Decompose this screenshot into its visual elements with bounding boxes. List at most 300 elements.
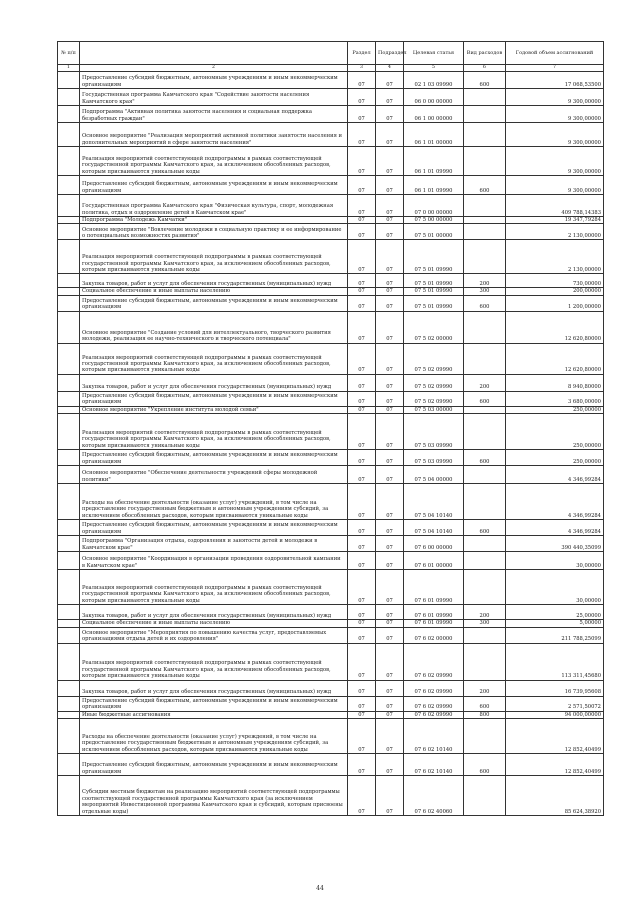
table-row <box>58 570 604 605</box>
cell-no <box>58 520 80 536</box>
cell-name: Реализация мероприятий соответствующей подпрограммы в рамках соответствующей государственной программы Камчатского края, за исключением обособленных расходов, которым присваиваются уникальные коды <box>80 147 348 176</box>
cell-section: 07 <box>348 414 376 450</box>
table-row <box>58 176 604 195</box>
cell-section: 07 <box>348 466 376 484</box>
table-row <box>58 406 604 413</box>
cell-amount: 2 130,00000 <box>506 224 604 240</box>
table-row <box>58 552 604 570</box>
cell-amount: 4 346,99284 <box>506 466 604 484</box>
cell-expense-type <box>464 224 506 240</box>
cell-amount: 12 852,40499 <box>506 719 604 754</box>
cell-subsection: 07 <box>376 274 404 288</box>
cell-amount: 250,00000 <box>506 414 604 450</box>
table-row <box>58 605 604 620</box>
cell-section: 07 <box>348 680 376 696</box>
cell-no <box>58 643 80 680</box>
cell-article: 07 5 02 00000 <box>404 311 464 343</box>
cell-subsection: 07 <box>376 680 404 696</box>
cell-expense-type: 200 <box>464 605 506 620</box>
cell-name: Основное мероприятие "Мероприятия по повышению качества услуг, предоставляемых организациями отдыха детей и их оздоровления" <box>80 627 348 643</box>
cell-article: 06 1 01 00000 <box>404 123 464 147</box>
table-body <box>58 72 604 816</box>
cell-article: 07 6 02 00000 <box>404 627 464 643</box>
table-row <box>58 123 604 147</box>
cell-expense-type: 600 <box>464 176 506 195</box>
cell-amount: 409 788,14383 <box>506 195 604 217</box>
cell-expense-type: 600 <box>464 72 506 89</box>
table-row <box>58 484 604 520</box>
table-row <box>58 374 604 391</box>
cell-no <box>58 89 80 106</box>
cell-subsection: 07 <box>376 123 404 147</box>
cell-article: 07 6 02 10140 <box>404 719 464 754</box>
cell-section: 07 <box>348 776 376 816</box>
cell-name: Реализация мероприятий соответствующей подпрограммы в рамках соответствующей государственной программы Камчатского края, за исключением обособленных расходов, которым присваиваются уникальные коды <box>80 343 348 374</box>
cell-no <box>58 620 80 627</box>
cell-no <box>58 374 80 391</box>
cell-section: 07 <box>348 123 376 147</box>
cell-subsection: 07 <box>376 89 404 106</box>
cell-article: 07 5 04 10140 <box>404 520 464 536</box>
cell-section: 07 <box>348 147 376 176</box>
cell-amount: 2 571,50072 <box>506 696 604 711</box>
cell-expense-type <box>464 776 506 816</box>
cell-no <box>58 123 80 147</box>
cell-article: 07 6 01 09990 <box>404 605 464 620</box>
cell-section: 07 <box>348 552 376 570</box>
cell-expense-type <box>464 719 506 754</box>
cell-expense-type <box>464 627 506 643</box>
cell-article: 07 5 01 09990 <box>404 274 464 288</box>
cell-article: 07 6 01 00000 <box>404 552 464 570</box>
cell-article: 07 0 00 00000 <box>404 195 464 217</box>
cell-expense-type: 600 <box>464 295 506 311</box>
cell-article: 07 6 02 40060 <box>404 776 464 816</box>
cell-name: Государственная программа Камчатского края "Содействие занятости населения Камчатского края" <box>80 89 348 106</box>
cell-expense-type: 200 <box>464 274 506 288</box>
cell-subsection: 07 <box>376 311 404 343</box>
cell-article: 06 1 01 09990 <box>404 147 464 176</box>
cell-section: 07 <box>348 484 376 520</box>
cell-subsection: 07 <box>376 484 404 520</box>
cell-no <box>58 414 80 450</box>
cell-section: 07 <box>348 627 376 643</box>
cell-name: Подпрограмма "Активная политика занятости населения и социальная поддержка безработных граждан" <box>80 106 348 123</box>
cell-name: Закупка товаров, работ и услуг для обеспечения государственных (муниципальных) нужд <box>80 605 348 620</box>
cell-subsection: 07 <box>376 696 404 711</box>
cell-subsection: 07 <box>376 552 404 570</box>
cell-name: Субсидии местным бюджетам на реализацию мероприятий соответствующей подпрограммы соответствующей государственной программы Камчатского края (за исключением мероприятий Инвестиционной программы Камчатского края и субсидий, которым присвоены отдельные коды) <box>80 776 348 816</box>
cell-name: Основное мероприятие "Укрепление института молодой семьи" <box>80 406 348 413</box>
table-row <box>58 536 604 552</box>
cell-amount: 8 940,80000 <box>506 374 604 391</box>
cell-amount: 3 680,00000 <box>506 391 604 406</box>
table-row <box>58 217 604 224</box>
table-header-row <box>58 42 604 65</box>
cell-section: 07 <box>348 374 376 391</box>
cell-no <box>58 343 80 374</box>
cell-section: 07 <box>348 295 376 311</box>
cell-article: 07 5 01 00000 <box>404 224 464 240</box>
cell-no <box>58 450 80 466</box>
cell-subsection: 07 <box>376 147 404 176</box>
cell-article: 07 5 01 09990 <box>404 240 464 274</box>
cell-section: 07 <box>348 217 376 224</box>
cell-subsection: 07 <box>376 106 404 123</box>
cell-no <box>58 536 80 552</box>
header-col-amount: Годовой объем ассигнований <box>506 42 604 65</box>
cell-expense-type: 600 <box>464 450 506 466</box>
table-row <box>58 311 604 343</box>
cell-amount: 9 300,00000 <box>506 123 604 147</box>
cell-expense-type <box>464 414 506 450</box>
cell-article: 07 5 01 09990 <box>404 295 464 311</box>
cell-article: 07 6 01 09990 <box>404 620 464 627</box>
cell-expense-type <box>464 106 506 123</box>
cell-expense-type <box>464 217 506 224</box>
cell-subsection: 07 <box>376 374 404 391</box>
cell-name: Социальное обеспечение и иные выплаты населению <box>80 620 348 627</box>
cell-amount: 4 346,99284 <box>506 520 604 536</box>
cell-no <box>58 484 80 520</box>
cell-article: 07 5 00 00000 <box>404 217 464 224</box>
cell-subsection: 07 <box>376 240 404 274</box>
cell-amount: 12 852,40499 <box>506 754 604 776</box>
budget-table <box>57 41 604 816</box>
cell-amount: 12 620,80000 <box>506 343 604 374</box>
cell-subsection: 07 <box>376 406 404 413</box>
column-number-row <box>58 65 604 72</box>
cell-name: Закупка товаров, работ и услуг для обеспечения государственных (муниципальных) нужд <box>80 680 348 696</box>
cell-expense-type: 300 <box>464 620 506 627</box>
cell-subsection: 07 <box>376 570 404 605</box>
cell-article: 06 1 01 09990 <box>404 176 464 195</box>
cell-amount: 390 440,35099 <box>506 536 604 552</box>
cell-amount: 9 300,00000 <box>506 176 604 195</box>
table-row <box>58 466 604 484</box>
cell-amount: 30,00000 <box>506 570 604 605</box>
cell-amount: 9 300,00000 <box>506 147 604 176</box>
table-row <box>58 89 604 106</box>
column-number: 4 <box>376 65 404 72</box>
cell-no <box>58 776 80 816</box>
cell-amount: 211 788,25099 <box>506 627 604 643</box>
cell-name: Основное мероприятие "Обеспечение деятельности учреждений сферы молодежной политики" <box>80 466 348 484</box>
cell-no <box>58 605 80 620</box>
cell-section: 07 <box>348 450 376 466</box>
cell-article: 07 5 04 10140 <box>404 484 464 520</box>
table-row <box>58 719 604 754</box>
cell-article: 06 0 00 00000 <box>404 89 464 106</box>
header-col-article: Целевая статья <box>404 42 464 65</box>
table-row <box>58 295 604 311</box>
table-row <box>58 754 604 776</box>
table-row <box>58 680 604 696</box>
cell-no <box>58 224 80 240</box>
cell-no <box>58 240 80 274</box>
cell-name: Предоставление субсидий бюджетным, автономным учреждениям и иным некоммерческим организациям <box>80 696 348 711</box>
table-row <box>58 776 604 816</box>
cell-name: Предоставление субсидий бюджетным, автономным учреждениям и иным некоммерческим организациям <box>80 391 348 406</box>
cell-section: 07 <box>348 406 376 413</box>
cell-no <box>58 217 80 224</box>
cell-section: 07 <box>348 240 376 274</box>
header-col-name <box>80 42 348 65</box>
cell-amount: 85 624,38920 <box>506 776 604 816</box>
cell-amount: 94 000,00000 <box>506 711 604 718</box>
cell-subsection: 07 <box>376 450 404 466</box>
cell-name: Предоставление субсидий бюджетным, автономным учреждениям и иным некоммерческим организациям <box>80 450 348 466</box>
cell-section: 07 <box>348 195 376 217</box>
cell-name: Подпрограмма "Молодежь Камчатки" <box>80 217 348 224</box>
cell-subsection: 07 <box>376 536 404 552</box>
header-col-subsection: Подраздел <box>376 42 404 65</box>
cell-expense-type <box>464 311 506 343</box>
cell-article: 07 5 01 09990 <box>404 288 464 295</box>
cell-section: 07 <box>348 288 376 295</box>
cell-expense-type <box>464 570 506 605</box>
cell-section: 07 <box>348 711 376 718</box>
header-col-no: № п/п <box>58 42 80 65</box>
cell-name: Реализация мероприятий соответствующей подпрограммы в рамках соответствующей государственной программы Камчатского края, за исключением обособленных расходов, которым присваиваются уникальные коды <box>80 643 348 680</box>
cell-article: 07 6 02 09990 <box>404 696 464 711</box>
cell-name: Предоставление субсидий бюджетным, автономным учреждениям и иным некоммерческим организациям <box>80 754 348 776</box>
cell-no <box>58 711 80 718</box>
cell-article: 07 5 04 00000 <box>404 466 464 484</box>
table-row <box>58 72 604 89</box>
cell-subsection: 07 <box>376 627 404 643</box>
cell-section: 07 <box>348 224 376 240</box>
cell-name: Закупка товаров, работ и услуг для обеспечения государственных (муниципальных) нужд <box>80 274 348 288</box>
cell-no <box>58 288 80 295</box>
page-number: 44 <box>316 885 324 892</box>
cell-expense-type: 800 <box>464 711 506 718</box>
cell-no <box>58 570 80 605</box>
cell-name: Основное мероприятие "Создание условий для интеллектуального, творческого развития молодежи, реализация ее научно-технического и творческого потенциала" <box>80 311 348 343</box>
cell-name: Расходы на обеспечение деятельности (оказание услуг) учреждений, в том числе на предоставление государственным бюджетным и автономным учреждениям субсидий, за исключением обособленных расходов, которым присваиваются уникальные коды <box>80 484 348 520</box>
cell-amount: 4 346,99284 <box>506 484 604 520</box>
cell-section: 07 <box>348 274 376 288</box>
cell-expense-type: 600 <box>464 520 506 536</box>
table-row <box>58 620 604 627</box>
cell-expense-type <box>464 466 506 484</box>
cell-expense-type <box>464 240 506 274</box>
cell-expense-type: 600 <box>464 696 506 711</box>
cell-expense-type <box>464 89 506 106</box>
table-row <box>58 195 604 217</box>
cell-name: Закупка товаров, работ и услуг для обеспечения государственных (муниципальных) нужд <box>80 374 348 391</box>
table-row <box>58 520 604 536</box>
cell-subsection: 07 <box>376 754 404 776</box>
table-row <box>58 288 604 295</box>
cell-expense-type <box>464 343 506 374</box>
cell-subsection: 07 <box>376 217 404 224</box>
column-number: 5 <box>404 65 464 72</box>
table-row <box>58 343 604 374</box>
cell-expense-type: 600 <box>464 754 506 776</box>
cell-article: 07 6 02 10140 <box>404 754 464 776</box>
cell-article: 02 1 03 09990 <box>404 72 464 89</box>
column-number: 2 <box>80 65 348 72</box>
cell-section: 07 <box>348 643 376 680</box>
table-row <box>58 224 604 240</box>
cell-amount: 17 068,53500 <box>506 72 604 89</box>
table-row <box>58 627 604 643</box>
cell-amount: 30,00000 <box>506 552 604 570</box>
cell-no <box>58 680 80 696</box>
cell-amount: 5,00000 <box>506 620 604 627</box>
cell-section: 07 <box>348 72 376 89</box>
cell-subsection: 07 <box>376 520 404 536</box>
cell-article: 07 5 02 09990 <box>404 391 464 406</box>
cell-section: 07 <box>348 719 376 754</box>
cell-subsection: 07 <box>376 414 404 450</box>
cell-amount: 9 300,00000 <box>506 89 604 106</box>
cell-amount: 250,00000 <box>506 450 604 466</box>
cell-no <box>58 147 80 176</box>
table-row <box>58 106 604 123</box>
column-number: 3 <box>348 65 376 72</box>
cell-section: 07 <box>348 89 376 106</box>
cell-expense-type <box>464 552 506 570</box>
cell-section: 07 <box>348 520 376 536</box>
cell-expense-type: 200 <box>464 680 506 696</box>
cell-name: Иные бюджетные ассигнования <box>80 711 348 718</box>
cell-name: Реализация мероприятий соответствующей подпрограммы в рамках соответствующей государственной программы Камчатского края, за исключением обособленных расходов, которым присваиваются уникальные коды <box>80 414 348 450</box>
table-row <box>58 414 604 450</box>
cell-section: 07 <box>348 343 376 374</box>
cell-section: 07 <box>348 620 376 627</box>
table-row <box>58 147 604 176</box>
table-row <box>58 450 604 466</box>
cell-no <box>58 552 80 570</box>
cell-expense-type <box>464 406 506 413</box>
cell-expense-type <box>464 123 506 147</box>
cell-article: 07 6 00 00000 <box>404 536 464 552</box>
cell-subsection: 07 <box>376 391 404 406</box>
cell-section: 07 <box>348 536 376 552</box>
cell-section: 07 <box>348 176 376 195</box>
cell-section: 07 <box>348 754 376 776</box>
cell-no <box>58 391 80 406</box>
cell-no <box>58 295 80 311</box>
cell-amount: 16 739,95608 <box>506 680 604 696</box>
cell-amount: 1 200,00000 <box>506 295 604 311</box>
column-number: 1 <box>58 65 80 72</box>
cell-expense-type <box>464 147 506 176</box>
column-number: 7 <box>506 65 604 72</box>
cell-expense-type: 300 <box>464 288 506 295</box>
header-col-section: Раздел <box>348 42 376 65</box>
cell-name: Расходы на обеспечение деятельности (оказание услуг) учреждений, в том числе на предоставление государственным бюджетным и автономным учреждениям субсидий, за исключением обособленных расходов, которым присваиваются уникальные коды <box>80 719 348 754</box>
cell-amount: 19 347,79284 <box>506 217 604 224</box>
cell-no <box>58 106 80 123</box>
cell-expense-type: 600 <box>464 391 506 406</box>
cell-no <box>58 754 80 776</box>
cell-article: 07 5 03 09990 <box>404 414 464 450</box>
cell-subsection: 07 <box>376 776 404 816</box>
cell-no <box>58 274 80 288</box>
cell-amount: 730,00000 <box>506 274 604 288</box>
cell-article: 07 5 03 00000 <box>404 406 464 413</box>
cell-subsection: 07 <box>376 72 404 89</box>
cell-amount: 9 300,00000 <box>506 106 604 123</box>
cell-subsection: 07 <box>376 466 404 484</box>
cell-amount: 2 130,00000 <box>506 240 604 274</box>
cell-subsection: 07 <box>376 343 404 374</box>
cell-subsection: 07 <box>376 224 404 240</box>
cell-name: Реализация мероприятий соответствующей подпрограммы в рамках соответствующей государственной программы Камчатского края, за исключением обособленных расходов, которым присваиваются уникальные коды <box>80 570 348 605</box>
table-row <box>58 391 604 406</box>
cell-no <box>58 176 80 195</box>
cell-no <box>58 466 80 484</box>
table-row <box>58 240 604 274</box>
cell-expense-type <box>464 643 506 680</box>
table-row <box>58 643 604 680</box>
cell-amount: 200,00000 <box>506 288 604 295</box>
column-number: 6 <box>464 65 506 72</box>
cell-section: 07 <box>348 570 376 605</box>
table-row <box>58 711 604 718</box>
cell-amount: 25,00000 <box>506 605 604 620</box>
cell-name: Предоставление субсидий бюджетным, автономным учреждениям и иным некоммерческим организациям <box>80 520 348 536</box>
cell-article: 07 6 02 09990 <box>404 711 464 718</box>
cell-amount: 113 311,45680 <box>506 643 604 680</box>
cell-name: Подпрограмма "Организация отдыха, оздоровления и занятости детей и молодежи в Камчатском крае" <box>80 536 348 552</box>
cell-no <box>58 311 80 343</box>
cell-subsection: 07 <box>376 288 404 295</box>
cell-no <box>58 696 80 711</box>
cell-article: 07 6 01 09990 <box>404 570 464 605</box>
cell-name: Основное мероприятие "Вовлечение молодежи в социальную практику и ее информирование о потенциальных возможностях развития" <box>80 224 348 240</box>
cell-name: Предоставление субсидий бюджетным, автономным учреждениям и иным некоммерческим организациям <box>80 176 348 195</box>
header-col-expense-type: Вид расходов <box>464 42 506 65</box>
cell-amount: 12 620,80000 <box>506 311 604 343</box>
cell-section: 07 <box>348 106 376 123</box>
cell-section: 07 <box>348 696 376 711</box>
cell-no <box>58 72 80 89</box>
cell-subsection: 07 <box>376 711 404 718</box>
cell-expense-type: 200 <box>464 374 506 391</box>
cell-subsection: 07 <box>376 719 404 754</box>
cell-subsection: 07 <box>376 295 404 311</box>
cell-article: 06 1 00 00000 <box>404 106 464 123</box>
cell-article: 07 5 03 09990 <box>404 450 464 466</box>
table-row <box>58 696 604 711</box>
cell-section: 07 <box>348 311 376 343</box>
cell-no <box>58 195 80 217</box>
cell-expense-type <box>464 484 506 520</box>
cell-no <box>58 719 80 754</box>
cell-name: Предоставление субсидий бюджетным, автономным учреждениям и иным некоммерческим организациям <box>80 295 348 311</box>
cell-section: 07 <box>348 605 376 620</box>
cell-subsection: 07 <box>376 176 404 195</box>
cell-name: Основное мероприятие "Координация в организации проведения оздоровительной кампании в Камчатском крае" <box>80 552 348 570</box>
cell-name: Реализация мероприятий соответствующей подпрограммы в рамках соответствующей государственной программы Камчатского края, за исключением обособленных расходов, которым присваиваются уникальные коды <box>80 240 348 274</box>
cell-article: 07 6 02 09990 <box>404 680 464 696</box>
cell-subsection: 07 <box>376 643 404 680</box>
cell-no <box>58 406 80 413</box>
cell-article: 07 5 02 09990 <box>404 374 464 391</box>
cell-name: Предоставление субсидий бюджетным, автономным учреждениям и иным некоммерческим организациям <box>80 72 348 89</box>
cell-no <box>58 627 80 643</box>
cell-subsection: 07 <box>376 620 404 627</box>
cell-subsection: 07 <box>376 605 404 620</box>
cell-expense-type <box>464 195 506 217</box>
cell-name: Основное мероприятие "Реализация мероприятий активной политики занятости населения и дополнительных мероприятий в сфере занятости населения" <box>80 123 348 147</box>
cell-article: 07 5 02 09990 <box>404 343 464 374</box>
cell-section: 07 <box>348 391 376 406</box>
